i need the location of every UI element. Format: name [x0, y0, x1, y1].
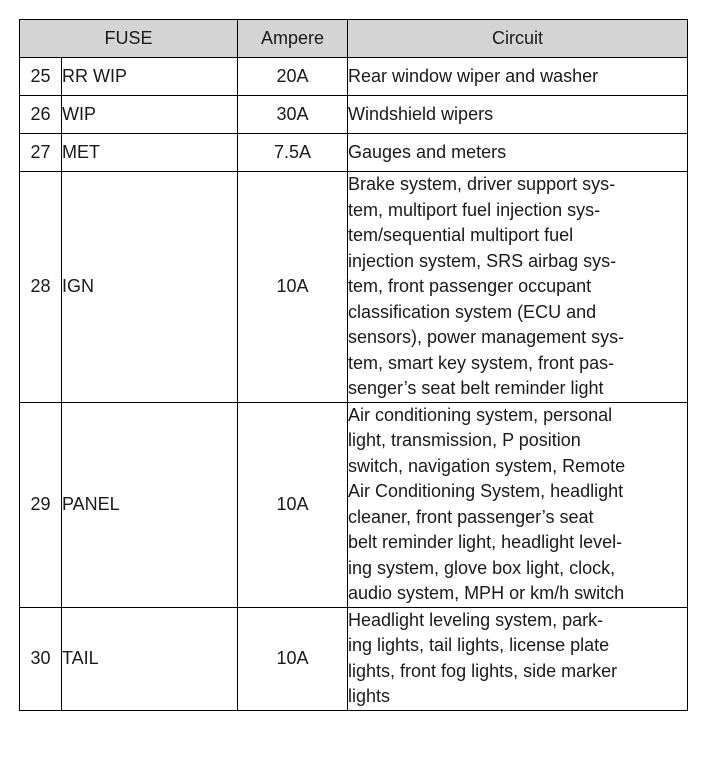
- circuit-cell: [348, 402, 688, 607]
- circuit-cell: [348, 96, 688, 134]
- circuit-line: light, transmission, P position: [348, 430, 581, 450]
- circuit-line: Air conditioning system, personal: [348, 404, 613, 425]
- fuse-number-cell: 25: [20, 58, 62, 96]
- circuit-line: tem/sequential multiport fuel: [348, 225, 574, 245]
- ampere-cell: 7.5A: [238, 134, 348, 172]
- header-ampere: Ampere: [238, 20, 348, 58]
- fuse-name-cell: IGN: [62, 172, 238, 403]
- table-row: [20, 402, 688, 607]
- circuit-line: Gauges and meters: [348, 141, 507, 162]
- fuse-name-cell: RR WIP: [62, 58, 238, 96]
- circuit-line: Air Conditioning System, headlight: [348, 481, 624, 501]
- circuit-line: injection system, SRS airbag sys-: [348, 250, 617, 271]
- circuit-cell: [348, 172, 688, 403]
- circuit-line: Windshield wipers: [348, 103, 494, 124]
- circuit-line: Brake system, driver support sys-: [348, 174, 616, 194]
- circuit-line: cleaner, front passenger’s seat: [348, 506, 594, 527]
- fuse-table: [19, 19, 688, 711]
- circuit-line: sensors), power management sys-: [348, 327, 625, 347]
- table-row: [20, 607, 688, 710]
- circuit-line: tem, multiport fuel injection sys-: [348, 199, 601, 220]
- circuit-line: senger’s seat belt reminder light: [348, 378, 604, 398]
- fuse-name-cell: MET: [62, 134, 238, 172]
- fuse-number-cell: 27: [20, 134, 62, 172]
- table-header: [20, 20, 688, 58]
- fuse-number-cell: 29: [20, 402, 62, 607]
- header-circuit: Circuit: [348, 20, 688, 58]
- fuse-name-cell: TAIL: [62, 607, 238, 710]
- ampere-cell: 10A: [238, 172, 348, 403]
- circuit-line: ing lights, tail lights, license plate: [348, 635, 610, 655]
- circuit-line: ing system, glove box light, clock,: [348, 557, 616, 578]
- ampere-cell: 20A: [238, 58, 348, 96]
- table-row: [20, 58, 688, 96]
- circuit-line: Headlight leveling system, park-: [348, 609, 604, 630]
- circuit-line: audio system, MPH or km/h switch: [348, 583, 625, 603]
- header-row: [20, 20, 688, 58]
- fuse-name-cell: WIP: [62, 96, 238, 134]
- fuse-name-cell: PANEL: [62, 402, 238, 607]
- circuit-cell: [348, 58, 688, 96]
- circuit-line: tem, smart key system, front pas-: [348, 352, 615, 373]
- ampere-cell: 30A: [238, 96, 348, 134]
- circuit-line: tem, front passenger occupant: [348, 276, 592, 296]
- fuse-number-cell: 26: [20, 96, 62, 134]
- fuse-number-cell: 28: [20, 172, 62, 403]
- circuit-cell: [348, 134, 688, 172]
- ampere-cell: 10A: [238, 607, 348, 710]
- circuit-line: lights, front fog lights, side marker: [348, 660, 618, 681]
- table-body: [20, 58, 688, 711]
- circuit-line: Rear window wiper and washer: [348, 65, 599, 86]
- table-row: [20, 96, 688, 134]
- ampere-cell: 10A: [238, 402, 348, 607]
- table-row: [20, 172, 688, 403]
- circuit-line: belt reminder light, headlight level-: [348, 532, 623, 552]
- circuit-cell: [348, 607, 688, 710]
- circuit-line: classification system (ECU and: [348, 301, 597, 322]
- table-row: [20, 134, 688, 172]
- fuse-number-cell: 30: [20, 607, 62, 710]
- circuit-line: lights: [348, 686, 391, 706]
- circuit-line: switch, navigation system, Remote: [348, 455, 626, 476]
- header-fuse: FUSE: [20, 20, 238, 58]
